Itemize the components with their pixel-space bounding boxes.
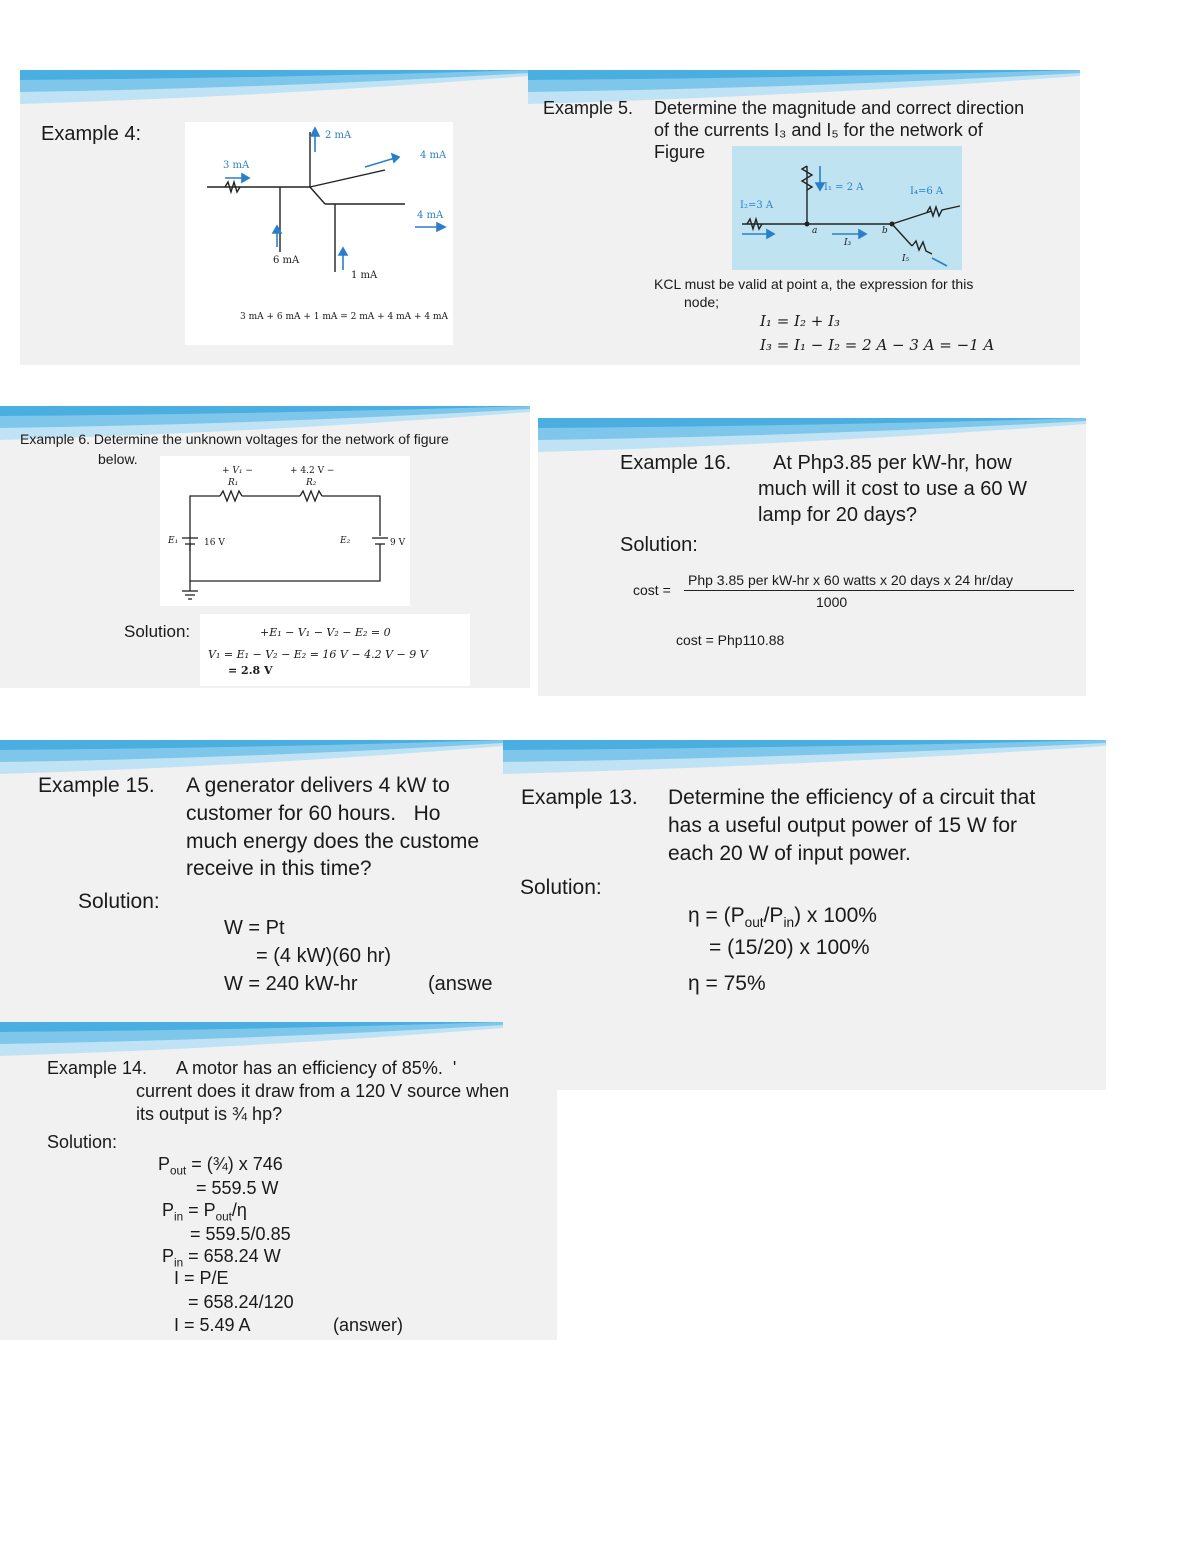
kcl-junction-diagram [185, 122, 453, 345]
label-1ma: 1 mA [351, 270, 378, 281]
example-13-solution-label: Solution: [520, 876, 602, 899]
example-13-slide [503, 740, 1106, 1090]
node-network-figure [732, 146, 962, 270]
current-substitution: = 658.24/120 [188, 1292, 294, 1312]
header-swoosh [20, 70, 528, 104]
label-e1: E₁ [168, 536, 179, 546]
example-13-question-line-1: Determine the efficiency of a circuit that [668, 786, 1036, 809]
kcl-note-line-1: KCL must be valid at point a, the expression for this [654, 276, 974, 292]
example-6-title-line-1: Example 6. Determine the unknown voltages for the network of figure [20, 431, 449, 447]
example-16-slide [538, 418, 1086, 696]
example-15-question-line-2: customer for 60 hours. Ho [186, 802, 441, 825]
pin-result-sub: in [174, 1256, 184, 1270]
label-v1: + V₁ − [222, 466, 253, 476]
example-15-solution-label: Solution: [78, 890, 160, 913]
pin-result-symbol: P [162, 1246, 175, 1266]
label-9v: 9 V [390, 538, 406, 548]
efficiency-formula [688, 904, 877, 930]
example-4-title: Example 4: [41, 123, 142, 145]
label-i4: I₄=6 A [910, 186, 944, 197]
kvl-equation-3: = 2.8 V [228, 664, 273, 677]
example-15-question-line-1: A generator delivers 4 kW to [186, 774, 450, 797]
header-swoosh [0, 740, 503, 774]
example-14-slide [0, 1022, 557, 1340]
label-e2: E₂ [340, 536, 351, 546]
kvl-equation-2: V₁ = E₁ − V₂ − E₂ = 16 V − 4.2 V − 9 V [208, 648, 428, 661]
label-a: a [812, 226, 818, 236]
kcl-equation-2: I₃ = I₁ − I₂ = 2 A − 3 A = −1 A [760, 336, 995, 354]
label-i3: I₃ [844, 238, 852, 248]
example-16-question-line-1: At Php3.85 per kW-hr, how [773, 452, 1012, 474]
cost-result: cost = Php110.88 [676, 632, 785, 648]
kcl-note-line-2: node; [684, 294, 720, 310]
example-6-title-line-2: below. [98, 451, 138, 467]
example-5-slide [528, 70, 1080, 365]
pout-subscript: out [744, 915, 764, 931]
example-13-question-line-2: has a useful output power of 15 W for [668, 814, 1018, 837]
label-i1: I₁ = 2 A [824, 182, 864, 193]
pin-sub: in [174, 1210, 184, 1224]
label-3ma: 3 mA [223, 160, 250, 171]
energy-formula: W = Pt [224, 917, 285, 939]
label-r1: R₁ [228, 478, 239, 488]
efficiency-formula-start: η = (P [688, 904, 745, 927]
cost-label: cost = [633, 582, 671, 598]
example-15-title: Example 15. [38, 774, 155, 797]
label-4ma-right: 4 mA [417, 210, 444, 221]
label-2ma: 2 mA [325, 130, 352, 141]
header-swoosh [0, 1022, 503, 1056]
series-circuit-svg [160, 456, 410, 606]
pout-value: = 559.5 W [196, 1178, 279, 1198]
energy-substitution: = (4 kW)(60 hr) [256, 945, 392, 967]
example-6-solution-label: Solution: [124, 622, 191, 641]
example-6-slide [0, 406, 530, 688]
pin-result-value: = 658.24 W [183, 1246, 281, 1266]
example-14-question-line-2: current does it draw from a 120 V source when [136, 1081, 510, 1101]
example-15-question-line-3: much energy does the custome [186, 830, 479, 853]
label-6ma: 6 mA [273, 255, 300, 266]
example-5-question-line-1: Determine the magnitude and correct direction [654, 98, 1025, 118]
label-4ma-top: 4 mA [420, 150, 447, 161]
example-6-solution-box [200, 614, 470, 686]
example-16-title: Example 16. [620, 452, 732, 474]
label-b: b [882, 226, 888, 236]
example-16-question-line-3: lamp for 20 days? [758, 504, 917, 526]
pout-equation: = (¾) x 746 [186, 1154, 283, 1174]
label-4-2v: + 4.2 V − [290, 466, 335, 476]
label-i5: I₅ [902, 254, 910, 264]
example-14-question-line-1: A motor has an efficiency of 85%. ' [176, 1058, 457, 1078]
current-answer-tag: (answer) [333, 1315, 404, 1335]
example-13-title: Example 13. [521, 786, 638, 809]
fraction-bar [684, 590, 1074, 591]
pout-sub: out [170, 1164, 187, 1178]
example-14-title: Example 14. [47, 1058, 148, 1078]
current-result: I = 5.49 A [174, 1315, 251, 1335]
energy-result: W = 240 kW-hr [224, 973, 358, 995]
cost-numerator: Php 3.85 per kW-hr x 60 watts x 20 days x 24 hr/day [688, 572, 1014, 588]
example-14-question-line-3: its output is ¾ hp? [136, 1104, 283, 1124]
example-15-question-line-4: receive in this time? [186, 857, 372, 880]
kcl-equation-1: I₁ = I₂ + I₃ [760, 312, 841, 330]
pin-subscript: in [783, 915, 795, 931]
pin-substitution: = 559.5/0.85 [190, 1224, 291, 1244]
label-i2: I₂=3 A [740, 200, 774, 211]
pin-formula-line [162, 1200, 247, 1224]
example-16-solution-label: Solution: [620, 534, 698, 556]
efficiency-formula-end: ) x 100% [794, 904, 877, 927]
header-swoosh [538, 418, 1086, 452]
pout-symbol: P [158, 1154, 171, 1174]
example-4-slide [20, 70, 528, 365]
kcl-equation: 3 mA + 6 mA + 1 mA = 2 mA + 4 mA + 4 mA [240, 312, 449, 322]
example-15-slide [0, 740, 503, 1022]
label-r2: R₂ [306, 478, 317, 488]
example-13-question-line-3: each 20 W of input power. [668, 842, 911, 865]
pout-line [158, 1154, 283, 1178]
efficiency-result: η = 75% [688, 972, 766, 995]
example-5-question-line-2: of the currents I₃ and I₅ for the network of [654, 120, 983, 140]
efficiency-substitution: = (15/20) x 100% [709, 936, 870, 959]
example-16-question-line-2: much will it cost to use a 60 W [758, 478, 1027, 500]
label-16v: 16 V [204, 538, 225, 548]
pin-eq-out-sub: out [215, 1210, 232, 1224]
example-5-question-line-3: Figure [654, 142, 706, 162]
pin-symbol: P [162, 1200, 175, 1220]
series-circuit-figure [160, 456, 410, 606]
example-5-title: Example 5. [543, 98, 634, 118]
header-swoosh [503, 740, 1106, 774]
pin-result-line [162, 1246, 281, 1270]
efficiency-formula-mid: /P [763, 904, 784, 927]
kvl-equation-1: +E₁ − V₁ − V₂ − E₂ = 0 [260, 626, 391, 639]
current-formula: I = P/E [174, 1268, 229, 1288]
cost-denominator: 1000 [816, 594, 848, 610]
pin-eq-p: = P [183, 1200, 216, 1220]
example-14-solution-label: Solution: [47, 1132, 118, 1152]
energy-answer-tag: (answe [428, 973, 493, 995]
pin-eq-eta: /η [231, 1200, 247, 1220]
